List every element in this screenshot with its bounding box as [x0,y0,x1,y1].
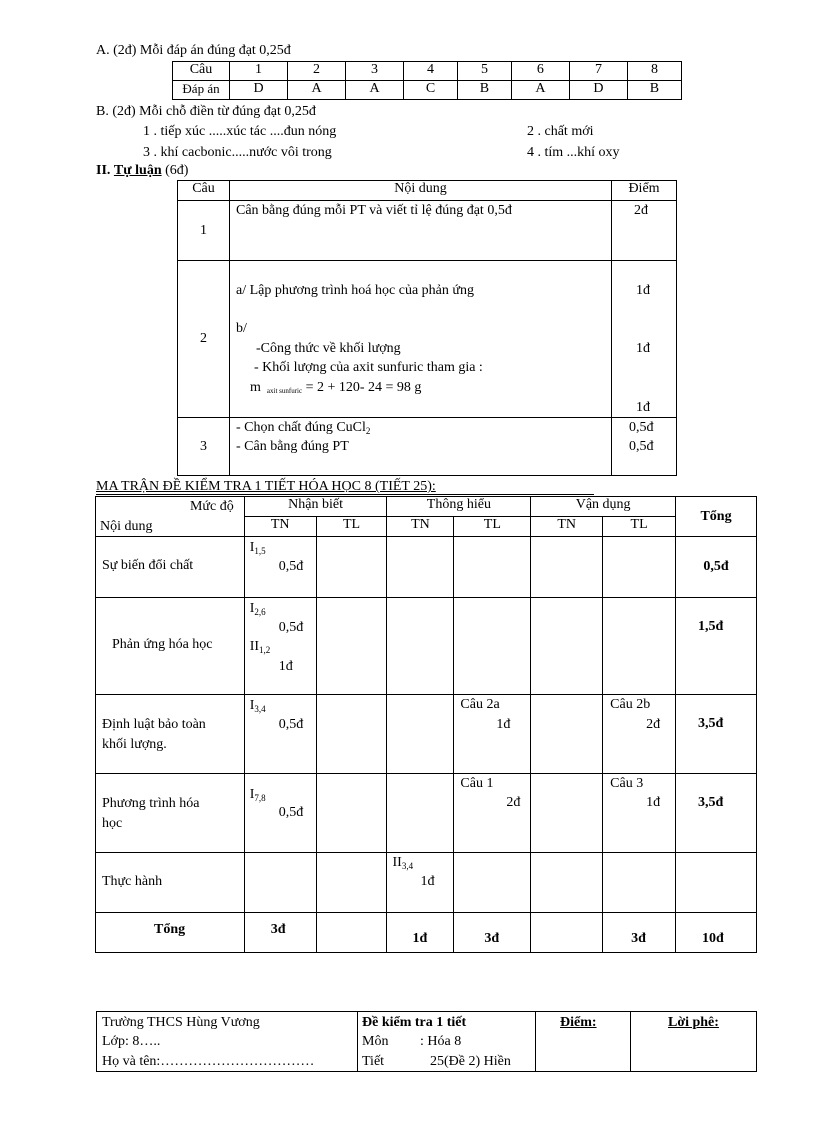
level-label: Mức độ [189,499,234,514]
answer-score [612,201,677,261]
answer-cell: D [230,81,288,100]
matrix-cell [316,695,387,774]
part-ii-points: (6đ) [161,163,189,178]
matrix-cell: $I_{1,5}$ 0,5đ [244,537,316,598]
question-number: 6 [511,62,569,81]
answer-line: a/ Lập phương trình hoá học của phản ứng [236,283,474,298]
school-cell [97,1012,358,1072]
matrix-cell [387,537,454,598]
title-underline [96,494,594,495]
level-header: Thông hiểu [387,497,531,517]
part-b-heading: B. (2đ) Mỗi chỗ điền từ đúng đạt 0,25đ [96,104,316,119]
matrix-cell [316,774,387,853]
fill-item: 1 . tiếp xúc .....xúc tác ....đun nóng [143,124,337,139]
total-cell: 3đ [603,913,676,953]
matrix-cell: Câu 2b 2đ [603,695,676,774]
question-number: 1 [178,201,230,261]
answer-cell: B [457,81,511,100]
part-a-heading: A. (2đ) Mỗi đáp án đúng đạt 0,25đ [96,43,291,58]
matrix-cell [316,537,387,598]
question-number: 8 [627,62,681,81]
subject-label: Môn [362,1034,389,1049]
row-label-answer: Đáp án [173,81,230,100]
matrix-cell: $I_{3,4}$ 0,5đ [244,695,316,774]
answer-line: - Chọn chất đúng CuCl$_2$ [236,420,371,436]
exam-matrix-table [95,496,757,953]
level-header: Nhận biết [244,497,387,517]
row-total: 3,5đ [676,695,757,774]
matrix-cell [531,853,603,913]
answer-cell: A [288,81,346,100]
fill-item: 2 . chất mới [527,124,594,139]
school-name: Trường THCS Hùng Vương [102,1015,260,1030]
row-label: Định luật bảo toàn khối lượng. [96,695,245,774]
answer-cell: B [627,81,681,100]
question-number: 3 [178,418,230,476]
sub-header: TN [387,517,454,537]
answer-line: - Cân bằng đúng PT [236,439,349,454]
sub-header: TN [244,517,316,537]
total-cell [316,913,387,953]
period-value: 25(Đề 2) Hiền [430,1054,511,1069]
answer-line: b/ [236,321,247,336]
question-number: 7 [569,62,627,81]
matrix-cell [387,774,454,853]
comment-cell [631,1012,757,1072]
total-cell: 10đ [676,913,757,953]
answer-line: -Công thức về khối lượng [256,341,401,356]
question-number: 5 [457,62,511,81]
sub-header: TL [454,517,531,537]
matrix-cell [531,537,603,598]
comment-label: Lời phê: [668,1015,719,1030]
row-label: Phương trình hóa học [96,774,245,853]
score-value: 1đ [636,283,650,298]
row-total: 1,5đ [676,598,757,695]
answer-score [612,418,677,476]
sub-header: TL [603,517,676,537]
mass-formula: m $_{axit sunfuric}$ = 2 + 120- 24 = 98 g [250,380,422,395]
answer-cell: A [346,81,404,100]
matrix-cell [531,774,603,853]
question-number: 2 [178,261,230,418]
matrix-cell [603,853,676,913]
answer-content [230,201,612,261]
score-value: 2đ [634,203,648,218]
part-ii-label: II. [96,163,111,178]
answer-content [230,418,612,476]
row-label: Thực hành [96,853,245,913]
score-value: 0,5đ [629,420,654,435]
score-value: 1đ [636,341,650,356]
matrix-cell: Câu 3 1đ [603,774,676,853]
total-cell: 1đ [387,913,454,953]
matrix-cell [454,598,531,695]
answer-cell: D [569,81,627,100]
corner-header [96,497,245,537]
fill-item: 3 . khí cacbonic.....nước vôi trong [143,145,332,160]
exam-title: Đề kiểm tra 1 tiết [362,1015,467,1030]
period-label: Tiết [362,1054,385,1069]
sub-header: TL [316,517,387,537]
answer-line: Cân bằng đúng mỗi PT và viết tỉ lệ đúng đạt 0,5đ [236,203,512,218]
matrix-cell: $II_{3,4}$ 1đ [387,853,454,913]
answer-line: - Khối lượng của axit sunfuric tham gia : [254,360,483,375]
matrix-cell [454,853,531,913]
matrix-cell [316,598,387,695]
matrix-title: MA TRẬN ĐỀ KIỂM TRA 1 TIẾT HÓA HỌC 8 (TIẾT 25): [96,479,436,494]
level-header: Vận dụng [531,497,676,517]
row-label: Phản ứng hóa học [96,598,245,695]
row-total: 3,5đ [676,774,757,853]
matrix-cell [676,853,757,913]
class-field: Lớp: 8….. [102,1034,161,1049]
sub-header: TN [531,517,603,537]
total-cell: 3đ [244,913,316,953]
row-total: 0,5đ [676,537,757,598]
question-number: 4 [404,62,458,81]
matrix-cell [387,598,454,695]
total-row-label: Tổng [96,913,245,953]
matrix-cell [603,537,676,598]
matrix-cell: Câu 2a 1đ [454,695,531,774]
header-question: Câu [178,181,230,201]
score-value: 0,5đ [629,439,654,454]
matrix-cell: $I_{7,8}$ 0,5đ [244,774,316,853]
answer-cell: C [404,81,458,100]
header-content: Nội dung [230,181,612,201]
score-label: Điểm: [560,1015,597,1030]
answer-key-table [172,61,682,100]
row-label: Sự biến đổi chất [96,537,245,598]
header-score: Điểm [612,181,677,201]
subject-value: : Hóa 8 [420,1034,462,1049]
answer-cell: A [511,81,569,100]
answer-score [612,261,677,418]
question-number: 3 [346,62,404,81]
matrix-cell [244,853,316,913]
total-header: Tổng [676,497,757,537]
student-info-table [96,1011,757,1072]
matrix-cell [387,695,454,774]
content-label: Nội dung [100,519,153,534]
part-ii-title: Tự luận [113,163,162,178]
total-cell [531,913,603,953]
matrix-cell [316,853,387,913]
fill-item: 4 . tím ...khí oxy [527,145,620,160]
matrix-cell: $I_{2,6}$ 0,5đ $II_{1,2}$ 1đ [244,598,316,695]
question-number: 2 [288,62,346,81]
matrix-cell: Câu 1 2đ [454,774,531,853]
row-label-question: Câu [173,62,230,81]
matrix-cell [531,695,603,774]
part-ii-heading [96,163,188,179]
score-cell [536,1012,631,1072]
matrix-cell [531,598,603,695]
total-cell: 3đ [454,913,531,953]
essay-answer-table [177,180,677,476]
matrix-cell [454,537,531,598]
exam-info-cell [358,1012,536,1072]
student-name-field: Họ và tên:…………………………… [102,1054,315,1069]
question-number: 1 [230,62,288,81]
matrix-cell [603,598,676,695]
answer-content [230,261,612,418]
score-value: 1đ [636,400,650,415]
